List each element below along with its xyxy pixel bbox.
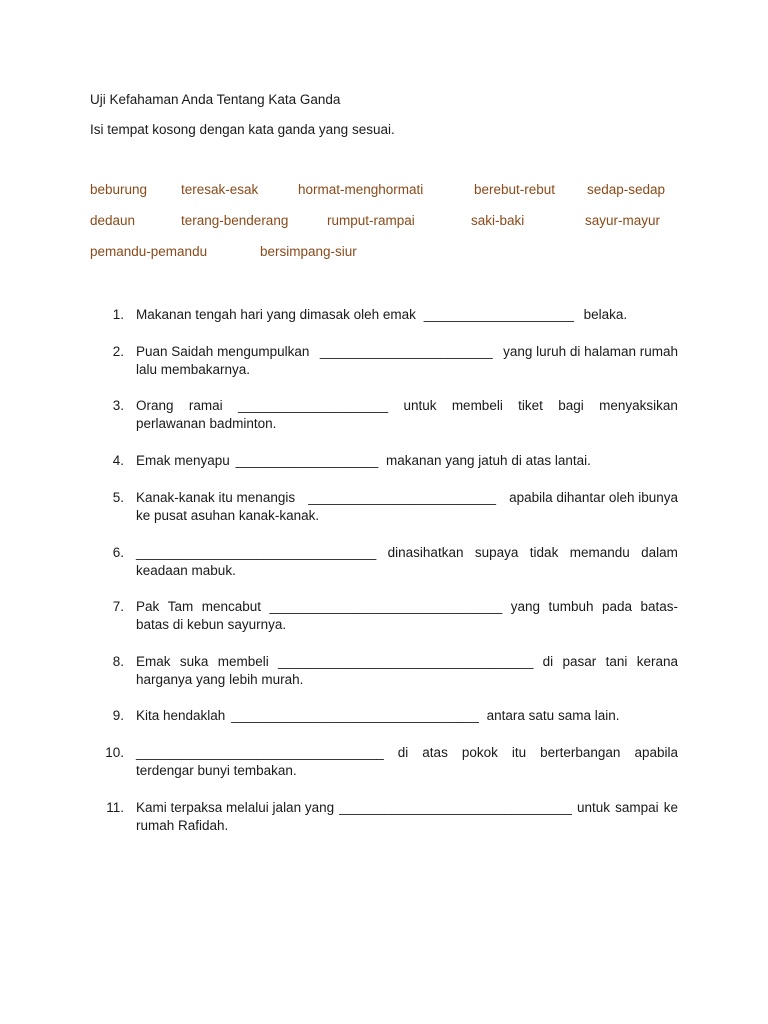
question-text-part: mencabut bbox=[201, 599, 262, 614]
question-text-continued: rumah Rafidah. bbox=[136, 818, 229, 833]
question-number: 7. bbox=[112, 599, 124, 614]
answer-blank[interactable]: ___________________ bbox=[235, 453, 379, 468]
question-text-part: Pak bbox=[136, 599, 160, 614]
question-text-continued: perlawanan badminton. bbox=[136, 416, 277, 431]
question-text bbox=[136, 744, 678, 762]
answer-blank[interactable]: _______________________ bbox=[319, 344, 493, 359]
question-text-part: menyaksikan bbox=[599, 398, 678, 413]
answer-blank[interactable]: _________________________ bbox=[308, 490, 496, 505]
question-text-part: batas- bbox=[640, 599, 678, 614]
question-number: 5. bbox=[112, 490, 124, 505]
question-text-part: Kanak-kanak itu menangis bbox=[136, 490, 296, 505]
question-text-part: ramai bbox=[188, 398, 223, 413]
question-text-part: tiket bbox=[518, 398, 543, 413]
question-text-part: untuk bbox=[577, 800, 611, 815]
worksheet-title: Uji Kefahaman Anda Tentang Kata Ganda bbox=[90, 92, 341, 107]
question-text-part: itu bbox=[511, 745, 527, 760]
question-number: 8. bbox=[112, 654, 124, 669]
question-text-part: kerana bbox=[636, 654, 678, 669]
word-bank-item: teresak-esak bbox=[181, 182, 259, 197]
question-text bbox=[136, 452, 591, 470]
question-text-part: Puan Saidah mengumpulkan bbox=[136, 344, 310, 359]
worksheet-instruction: Isi tempat kosong dengan kata ganda yang sesuai. bbox=[90, 122, 395, 137]
question-text-part: Emak bbox=[136, 654, 171, 669]
question-number: 9. bbox=[112, 708, 124, 723]
answer-blank[interactable]: _________________________________ bbox=[136, 745, 384, 760]
question-text bbox=[136, 544, 678, 562]
question-number: 1. bbox=[112, 307, 124, 322]
question-text-part: sampai bbox=[615, 800, 659, 815]
question-text-part: suka bbox=[179, 654, 209, 669]
question-text-part: di bbox=[397, 745, 409, 760]
question-text bbox=[136, 343, 678, 361]
answer-blank[interactable]: _________________________________ bbox=[231, 708, 479, 723]
question-text-part: membeli bbox=[451, 398, 503, 413]
question-text-part: supaya bbox=[474, 545, 519, 560]
question-text-continued: harganya yang lebih murah. bbox=[136, 672, 304, 687]
question-text-part: bagi bbox=[558, 398, 584, 413]
word-bank-item: pemandu-pemandu bbox=[90, 244, 208, 259]
word-bank-item: beburung bbox=[90, 182, 148, 197]
answer-blank[interactable]: _______________________________ bbox=[339, 800, 572, 815]
question-text-part: Emak menyapu bbox=[136, 453, 230, 468]
question-number: 2. bbox=[112, 344, 124, 359]
question-text-part: tani bbox=[605, 654, 628, 669]
answer-blank[interactable]: __________________________________ bbox=[278, 654, 534, 669]
question-text-continued: keadaan mabuk. bbox=[136, 563, 236, 578]
answer-blank[interactable]: ________________________________ bbox=[136, 545, 377, 560]
question-number: 6. bbox=[112, 545, 124, 560]
word-bank-item: terang-benderang bbox=[181, 213, 289, 228]
question-text-part: di bbox=[542, 654, 554, 669]
question-text bbox=[136, 397, 678, 415]
question-text-part: apabila bbox=[634, 745, 678, 760]
question-text-part: untuk bbox=[403, 398, 437, 413]
word-bank-item: rumput-rampai bbox=[327, 213, 415, 228]
answer-blank[interactable]: ____________________ bbox=[237, 398, 389, 413]
question-text-part: pokok bbox=[461, 745, 498, 760]
answer-blank[interactable]: ____________________ bbox=[423, 307, 574, 322]
question-number: 3. bbox=[112, 398, 124, 413]
question-number: 11. bbox=[106, 800, 124, 815]
word-bank-item: hormat-menghormati bbox=[298, 182, 424, 197]
question-text-part: dalam bbox=[641, 545, 678, 560]
question-text bbox=[136, 306, 627, 324]
question-text-part: makanan yang jatuh di atas lantai. bbox=[385, 453, 591, 468]
question-text-part: pada bbox=[601, 599, 632, 614]
question-text-part: Kami terpaksa melalui jalan yang bbox=[136, 800, 335, 815]
question-text-part: atas bbox=[422, 745, 448, 760]
question-text-continued: batas di kebun sayurnya. bbox=[136, 617, 287, 632]
question-text-continued: terdengar bunyi tembakan. bbox=[136, 763, 297, 778]
question-text-continued: ke pusat asuhan kanak-kanak. bbox=[136, 508, 320, 523]
question-text-part: belaka. bbox=[583, 307, 628, 322]
question-text-part: dinasihatkan bbox=[387, 545, 464, 560]
word-bank-item: bersimpang-siur bbox=[260, 244, 357, 259]
word-bank-item: dedaun bbox=[90, 213, 136, 228]
question-text-part: Kita hendaklah bbox=[136, 708, 226, 723]
question-text bbox=[136, 653, 678, 671]
word-bank-item: saki-baki bbox=[471, 213, 525, 228]
question-text-part: apabila dihantar oleh ibunya bbox=[509, 490, 678, 505]
question-text-part: tidak bbox=[529, 545, 559, 560]
word-bank-item: sedap-sedap bbox=[587, 182, 666, 197]
question-text-part: tumbuh bbox=[548, 599, 594, 614]
question-text bbox=[136, 799, 678, 817]
question-text-part: yang bbox=[510, 599, 540, 614]
question-text-part: ke bbox=[663, 800, 678, 815]
question-text-part: antara satu sama lain. bbox=[486, 708, 620, 723]
question-text-part: Orang bbox=[136, 398, 174, 413]
question-text-part: berterbangan bbox=[540, 745, 621, 760]
question-text-continued: lalu membakarnya. bbox=[136, 362, 251, 377]
question-text-part: Tam bbox=[167, 599, 194, 614]
question-text-part: Makanan tengah hari yang dimasak oleh emak bbox=[136, 307, 416, 322]
question-text bbox=[136, 489, 678, 507]
word-bank-item: sayur-mayur bbox=[585, 213, 661, 228]
question-number: 10. bbox=[105, 745, 124, 760]
question-text-part: yang luruh di halaman rumah bbox=[503, 344, 678, 359]
word-bank-item: berebut-rebut bbox=[474, 182, 556, 197]
question-text-part: membeli bbox=[217, 654, 269, 669]
question-text bbox=[136, 598, 678, 616]
question-number: 4. bbox=[112, 453, 124, 468]
question-text-part: memandu bbox=[569, 545, 630, 560]
question-text bbox=[136, 707, 619, 725]
answer-blank[interactable]: _______________________________ bbox=[269, 599, 503, 614]
question-text-part: pasar bbox=[562, 654, 597, 669]
